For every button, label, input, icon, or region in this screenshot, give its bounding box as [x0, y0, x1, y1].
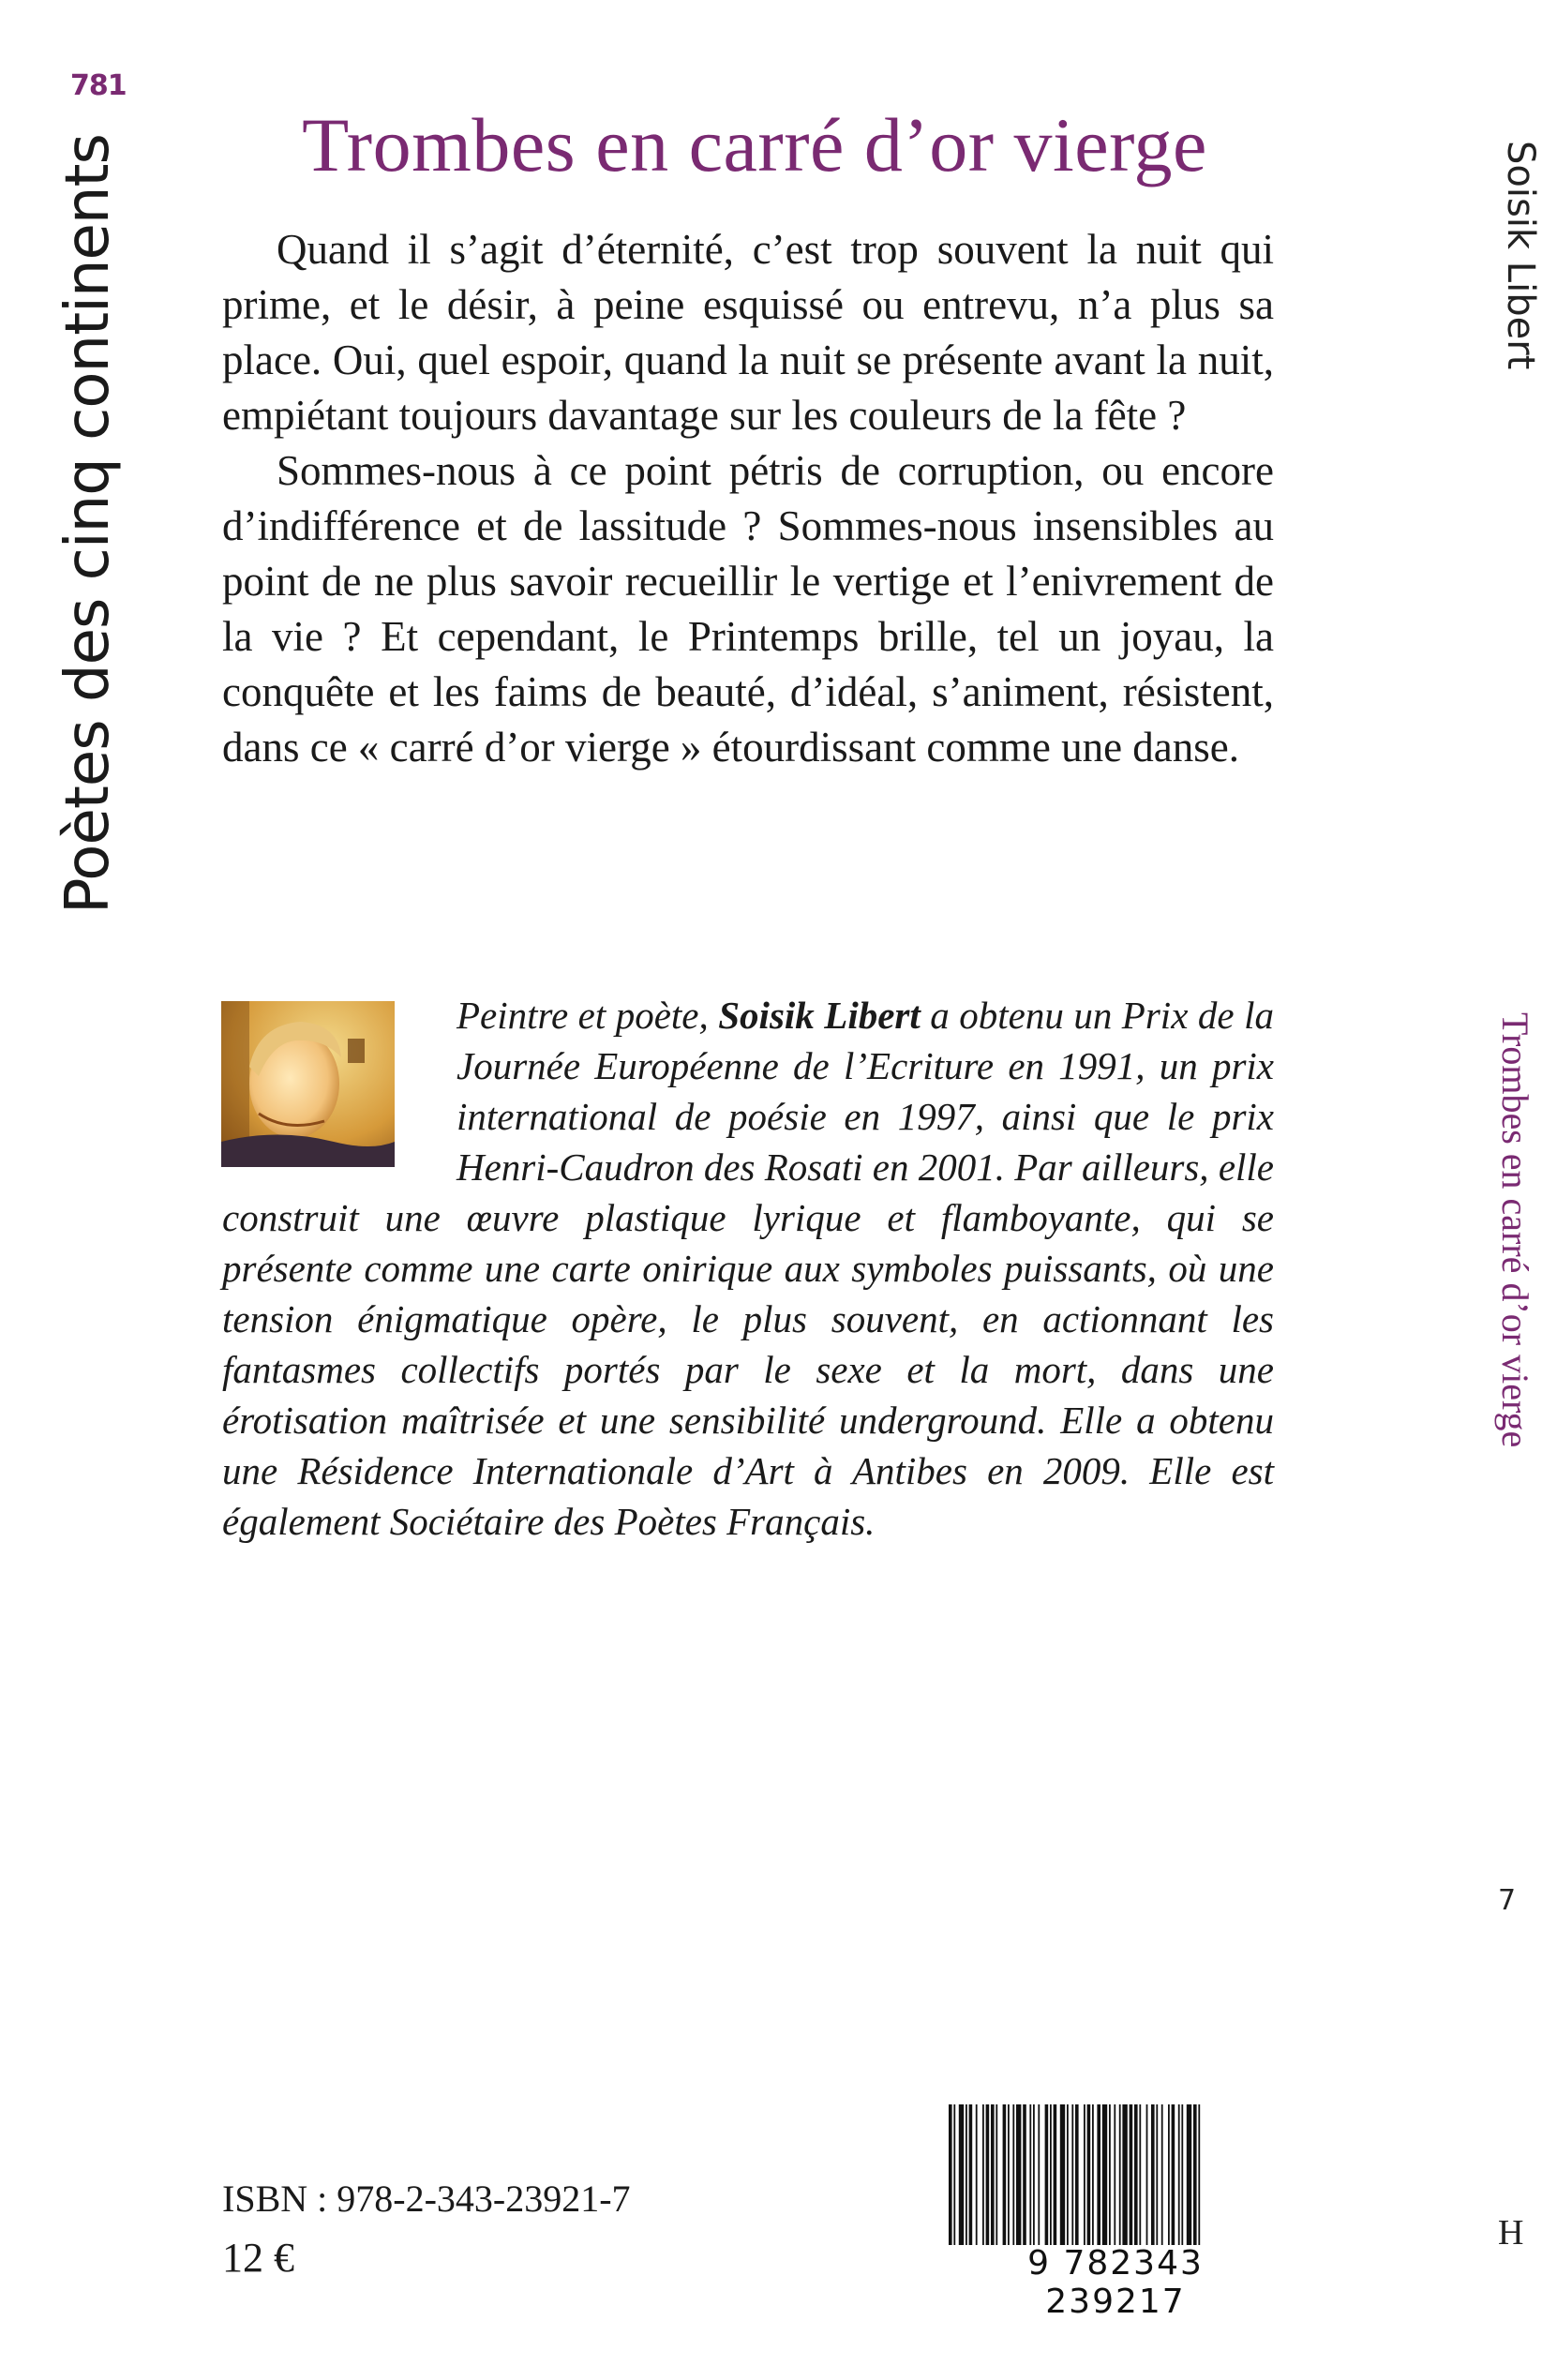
blurb-paragraph-1: Quand il s’agit d’éternité, c’est trop souvent la nuit qui prime, et le désir, à peine esquissé ou entrevu, n’a plus sa place. Oui, quel espoir, quand la nuit se présente avant la nuit, empiétant toujours davantage sur les couleurs de la fête ?: [222, 226, 1274, 439]
barcode-bar: [1181, 2104, 1183, 2245]
barcode-bar: [1122, 2104, 1127, 2245]
barcode-digits: 9 782343 239217: [1027, 2244, 1204, 2321]
barcode-bar: [1045, 2104, 1049, 2245]
barcode-bar: [1172, 2104, 1175, 2245]
barcode-bar: [1092, 2104, 1094, 2245]
author-portrait-photo: [221, 1001, 395, 1167]
barcode-bar: [1178, 2104, 1180, 2245]
barcode-bar: [1102, 2104, 1107, 2245]
barcode-bar: [1156, 2104, 1158, 2245]
barcode-bar: [1038, 2104, 1040, 2245]
barcode-bar: [1114, 2104, 1115, 2245]
spine-publisher: H: [1498, 2213, 1524, 2253]
barcode-bar: [1168, 2104, 1170, 2245]
spine-author: Soisik Libert: [1499, 141, 1542, 370]
bio-intro: Peintre et poète,: [457, 994, 719, 1037]
barcode-bar: [1075, 2104, 1079, 2245]
barcode-bar: [1097, 2104, 1100, 2245]
barcode-bar: [1016, 2104, 1021, 2245]
barcode-bar: [1151, 2104, 1155, 2245]
barcode-bar: [1146, 2104, 1148, 2245]
spine-series-number: 7: [1498, 1884, 1517, 1917]
barcode-bar: [1193, 2104, 1197, 2245]
barcode-bar: [982, 2104, 984, 2245]
barcode-bar: [966, 2104, 967, 2245]
isbn: ISBN : 978-2-343-23921-7: [222, 2178, 631, 2220]
barcode-bar: [1161, 2104, 1163, 2245]
book-title: Trombes en carré d’or vierge: [302, 102, 1207, 187]
barcode-bar: [1029, 2104, 1031, 2245]
barcode-bar: [969, 2104, 973, 2245]
blurb-paragraph-2: Sommes-nous à ce point pétris de corruption, ou encore d’indifférence et de lassitude ? Sommes-nous insensibles au point de ne plus savoir recueillir le vertige et l’enivrement de la vie ? Et cependant, le Printemps brille, tel un joyau, la conquête et les faims de beauté, d’idéal, s’animent, résistent, dans ce « carré d’or vierge » étourdissant comme une danse.: [222, 447, 1274, 771]
barcode-bar: [1187, 2104, 1191, 2245]
barcode-bar: [1071, 2104, 1073, 2245]
barcode-bar: [1084, 2104, 1085, 2245]
barcode-bar: [1012, 2104, 1014, 2245]
back-cover-blurb: [222, 222, 1274, 775]
price: 12 €: [222, 2235, 294, 2281]
barcode-bar: [949, 2104, 952, 2245]
barcode-bar: [1198, 2104, 1200, 2245]
barcode-bar: [953, 2104, 955, 2245]
bio-text: a obtenu un Prix de la Journée Européenne de l’Ecriture en 1991, un prix international de poésie en 1997, ainsi que le prix Henri-Caudron des Rosati en 2001. Par ailleurs, elle construit une œuvre plastique lyrique et flamboyante, qui se présente comme une carte onirique aux symboles puissants, où une tension énigmatique opère, le plus souvent, en actionnant les fantasmes collectifs portés par le sexe et la mort, dans une érotisation maîtrisée et une sensibilité underground. Elle a obtenu une Résidence Internationale d’Art à Antibes en 2009. Elle est également Sociétaire des Poètes Français.: [222, 994, 1274, 1543]
barcode-bar: [1134, 2104, 1138, 2245]
barcode-bar: [986, 2104, 990, 2245]
barcode-bar: [991, 2104, 995, 2245]
barcode-bar: [1003, 2104, 1007, 2245]
barcode-bar: [1060, 2104, 1065, 2245]
spine-title: Trombes en carré d’or vierge: [1494, 1012, 1536, 1448]
barcode-bar: [976, 2104, 978, 2245]
barcode-bar: [1050, 2104, 1052, 2245]
barcode-bar: [996, 2104, 997, 2245]
barcode-bar: [1087, 2104, 1091, 2245]
barcode-bar: [1023, 2104, 1026, 2245]
barcode-bar: [1008, 2104, 1010, 2245]
barcode-bar: [1109, 2104, 1111, 2245]
barcode-bar: [1067, 2104, 1069, 2245]
barcode-bar: [1054, 2104, 1057, 2245]
series-name: Poètes des cinq continents: [53, 134, 123, 914]
barcode-bar: [1119, 2104, 1121, 2245]
barcode-bar: [959, 2104, 964, 2245]
author-name: Soisik Libert: [718, 994, 921, 1037]
barcode-bar: [1033, 2104, 1035, 2245]
barcode-bar: [1130, 2104, 1133, 2245]
series-number: 781: [70, 69, 127, 102]
barcode-bar: [1139, 2104, 1141, 2245]
